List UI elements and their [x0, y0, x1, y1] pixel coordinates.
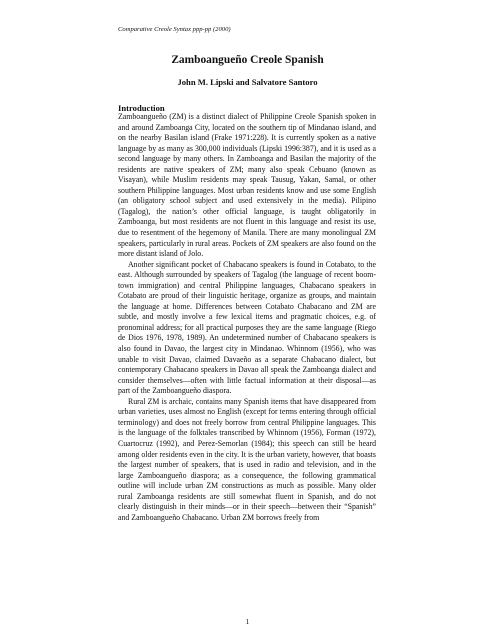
page-number: 1	[245, 617, 250, 626]
section-heading: Introduction	[118, 103, 165, 113]
paper-title: Zamboangueño Creole Spanish	[171, 54, 324, 66]
paragraph: Zamboangueño (ZM) is a distinct dialect of Philippine Creole Spanish spoken in and around Zamboanga City, located on the southern tip of Mindanao island, and on the nearby Basilan island (Frake 1971:228). It is currently spoken as a native language by as many as 300,000 individuals (Lipski 1996:387), and it is used as a second language by many others. In Zamboanga and Basilan the majority of the residents are native speakers of ZM; many also speak Cebuano (known as Visayan), while Muslim residents may speak Tausug, Yakan, Samal, or other southern Philippine languages. Most urban residents know and use some English (an obligatory school subject and used extensively in the media). Pilipino (Tagalog), the nation’s other official language, is taught obligatorily in Zamboanga, but most residents are not fluent in this language and resist its use, due to resentment of the hegemony of Manila. There are many monolingual ZM speakers, particularly in rural areas. Pockets of ZM speakers are also found on the more distant island of Jolo.	[118, 112, 376, 259]
body-text	[118, 112, 376, 523]
author-line: John M. Lipski and Salvatore Santoro	[177, 77, 318, 87]
running-header: Comparative Creole Syntax ppp-pp (2000)	[118, 26, 231, 33]
paragraph: Rural ZM is archaic, contains many Spanish items that have disappeared from urban varieties, uses almost no English (except for terms entering through official terminology) and does not freely borrow from central Philippine languages. This is the language of the folktales transcribed by Whinnom (1956), Forman (1972), Cuartocruz (1992), and Perez-Semorlan (1984); this speech can still be heard among older residents even in the city. It is the urban variety, however, that boasts the largest number of speakers, that is used in radio and television, and in the large Zamboangueño diaspora; as a consequence, the following grammatical outline will include urban ZM constructions as much as possible. Many older rural Zamboanga residents are still somewhat fluent in Spanish, and do not clearly distinguish in their minds—or in their speech—between their “Spanish” and Zamboangueño Chabacano. Urban ZM borrows freely from	[118, 396, 376, 522]
paragraph: Another significant pocket of Chabacano speakers is found in Cotabato, to the east. Although surrounded by speakers of Tagalog (the language of recent boom-town immigration) and central Philippine languages, Chabacano speakers in Cotabato are proud of their linguistic heritage, organize as groups, and maintain the language at home. Differences between Cotabato Chabacano and ZM are subtle, and mostly involve a few lexical items and pragmatic choices, e.g. of pronominal address; for all practical purposes they are the same language (Riego de Dios 1976, 1978, 1989). An undetermined number of Chabacano speakers is also found in Davao, the largest city in Mindanao. Whinnom (1956), who was unable to visit Davao, claimed Davaeño as a separate Chabacano dialect, but contemporary Chabacano speakers in Davao all speak the Zamboanga dialect and consider themselves—often with little factual information at their disposal—as part of the Zamboangueño diaspora.	[118, 259, 376, 396]
